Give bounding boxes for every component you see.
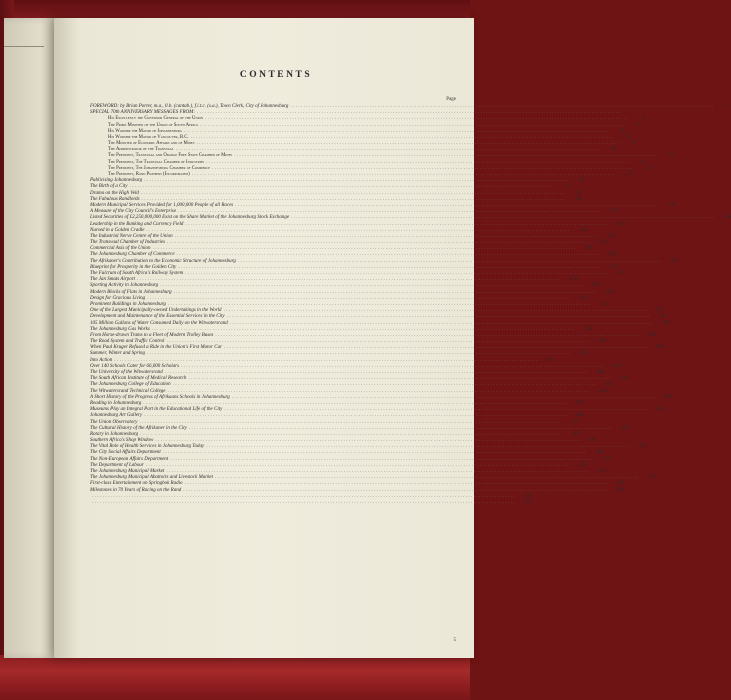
- toc-entry-page: 485: [572, 431, 581, 437]
- toc-entry-title: Johannesburg Art Gallery: [90, 413, 143, 419]
- toc-entry-title: Prominent Buildings in Johannesburg: [90, 301, 166, 307]
- toc-entry-title: The Minister of Economic Affairs and of Mines: [108, 141, 195, 147]
- toc-entry-page: 21: [669, 153, 675, 159]
- toc-entry-title: Modern Blocks of Flats in Johannesburg: [90, 289, 172, 295]
- toc-entry-title: The Johannesburg Gas Works: [90, 326, 150, 332]
- toc-entry-title: The Birth of a City: [90, 184, 128, 190]
- toc-entry-title: From Horse-drawn Trams to a Fleet of Modern Trolley Buses: [90, 332, 214, 338]
- toc-entry-page: 226: [609, 252, 617, 258]
- toc-entry-title: The Road System and Traffic Control: [90, 339, 165, 345]
- toc-entry-title: Rotary in Johannesburg: [90, 431, 139, 437]
- toc-entry-title: 105 Million Gallons of Water Consumed Daily on the Witwatersrand: [90, 320, 228, 326]
- toc-entry-page: 407: [546, 357, 555, 363]
- toc-entry-page: 317: [656, 308, 664, 314]
- toc-entry-title: A Measure of the City Council's Enterprise: [90, 209, 177, 215]
- toc-entry-page: 540: [615, 487, 624, 493]
- toc-entry-page: 513: [602, 456, 611, 462]
- toc-entry-page: 28: [579, 178, 585, 184]
- toc-entry-title: The President, The Transvaal Chamber of Industries: [108, 159, 205, 165]
- toc-entry-title: SPECIAL 70th ANNIVERSARY MESSAGES FROM:: [90, 110, 195, 116]
- toc-entry-title: The Administrator of the Transvaal: [108, 147, 174, 153]
- page-folio-number: 5: [453, 638, 456, 643]
- toc-entry-page: 430: [620, 376, 629, 382]
- toc-entry-title: First-class Entertainment on Springbok Radio: [90, 481, 183, 487]
- toc-entry-page: 170: [578, 227, 587, 233]
- toc-entry-page: 499: [587, 438, 596, 444]
- toc-entry-title: The Cultural History of the Afrikaner in the City: [90, 425, 187, 431]
- toc-entry-page: 31: [564, 184, 570, 190]
- toc-entry-page: 17: [631, 141, 637, 147]
- toc-entry-page: 15: [625, 134, 631, 140]
- toc-entry-title: Museums Play an Integral Part in the Educational Life of the City: [90, 407, 223, 413]
- toc-entry-page: 418: [613, 363, 622, 369]
- toc-entry-page: 403: [656, 345, 665, 351]
- toc-entry-title: Summer, Winter and Spring: [90, 351, 145, 357]
- toc-entry-title: The University of the Witwatersrand: [90, 370, 163, 376]
- toc-entry-page: 274: [569, 277, 578, 283]
- toc-entry-title: His Excellency the Governor General of the Union: [108, 116, 204, 122]
- toc-entry-page: 13: [618, 128, 624, 134]
- toc-entry-page: 435: [605, 382, 613, 388]
- toc-entry-title: The Department of Labour: [90, 462, 144, 468]
- toc-entry-title: Listed Securities of £2,250,000,000 Exist on the Share Market of the Johannesburg Stock Exchange: [90, 215, 290, 221]
- toc-entry-title: The President, Transvaal and Orange Free State Chamber of Mines: [108, 153, 233, 159]
- contents-page: [54, 18, 731, 658]
- toc-entry-title: Design for Gracious Living: [90, 295, 146, 301]
- toc-entry-page: 471: [572, 419, 580, 425]
- toc-entry-page: 23: [641, 159, 647, 165]
- toc-entry-title: The Vital Role of Health Services in Johannesburg Today: [90, 444, 205, 450]
- background-cloth-bottom: [0, 655, 470, 700]
- previous-page-rule: [4, 46, 44, 47]
- toc-entry-title: Milestones in 70 Years of Racing on the Rand: [90, 487, 182, 493]
- toc-entry-page: 195: [599, 240, 608, 246]
- toc-entry-title: Commercial Axis of the Union: [90, 246, 151, 252]
- page-text-area: [90, 18, 731, 658]
- toc-entry-title: The Johannesburg Municipal Market: [90, 469, 165, 475]
- toc-entry-title: Into Action: [90, 357, 113, 363]
- toc-entry-title: The Johannesburg Municipal Abattoirs and Livestock Market: [90, 475, 214, 481]
- toc-entry-page: 178: [607, 233, 615, 239]
- toc-entry-title: A Short History of the Progress of Afrikaans Schools in Johannesburg: [90, 394, 230, 400]
- toc-entry-page: 257: [610, 264, 619, 270]
- toc-entry-title: The Johannesburg College of Education: [90, 382, 171, 388]
- toc-entry-page: 405: [579, 351, 587, 357]
- toc-entry-page: 503: [638, 444, 647, 450]
- toc-entry-title: The President, The Johannesburg Chamber of Commerce: [108, 165, 211, 171]
- toc-entry-title: The Prime Minister of the Union of South Africa: [108, 122, 198, 128]
- toc-entry-page: 167: [617, 221, 626, 227]
- toc-entry-title: Southern Africa's Shop Window: [90, 438, 154, 444]
- toc-entry-page: 370: [647, 332, 656, 338]
- toc-entry-title: The Witwatersrand Technical College: [90, 388, 166, 394]
- toc-entry-title: Drama on the High Veld: [90, 190, 139, 196]
- toc-entry-title: Sporting Activity in Johannesburg: [90, 283, 159, 289]
- toc-entry-page: 354: [584, 326, 592, 332]
- toc-entry-title: The Jan Smuts Airport: [90, 277, 136, 283]
- toc-entry-title: Over 140 Schools Cater for 66,000 Scholars: [90, 363, 180, 369]
- toc-entry-page: 542: [524, 493, 532, 499]
- toc-entry-title: His Worship the Mayor of Vancouver, B.C.: [108, 134, 189, 140]
- toc-entry-title: The South African Institute of Medical Research: [90, 376, 187, 382]
- page-column-header: Page: [446, 97, 456, 102]
- page-title: CONTENTS: [239, 70, 313, 80]
- toc-entry-title: Publicising Johannesburg: [90, 178, 143, 184]
- toc-entry-page: 163: [723, 215, 731, 221]
- toc-entry-page: 25: [647, 165, 653, 171]
- toc-entry-page: 339: [662, 320, 670, 326]
- toc-entry-page: 267: [617, 271, 626, 277]
- toc-entry-title: His Worship the Mayor of Johannesburg: [108, 128, 182, 134]
- toc-entry-title: Leadership in the Banking and Currency Field: [90, 221, 184, 227]
- toc-entry-page: 447: [575, 400, 584, 406]
- toc-entry-title: Nursed in a Golden Cradle: [90, 227, 145, 233]
- toc-entry-page: 441: [600, 388, 608, 394]
- toc-entry-title: Reading in Johannesburg: [90, 400, 142, 406]
- toc-entry-title: The Fabulous Randlords: [90, 196, 140, 202]
- toc-entry-page: 445: [664, 394, 672, 400]
- toc-entry-page: 533: [647, 475, 656, 481]
- toc-entry-page: 479: [621, 425, 629, 431]
- toc-entry-page: 428: [597, 370, 605, 376]
- toc-entry-title: The President, Rand Pioneers (Incorporated): [108, 172, 190, 178]
- toc-entry-page: 305: [579, 295, 588, 301]
- toc-entry-title: The Transvaal Chamber of Industries: [90, 240, 166, 246]
- toc-entry-title: Blueprint for Prosperity in the Golden City: [90, 264, 177, 270]
- toc-entry-page: 82: [576, 196, 582, 202]
- toc-list: [90, 103, 731, 506]
- toc-entry: [90, 499, 532, 506]
- toc-entry-page: 3: [727, 103, 731, 109]
- toc-entry-page: 201: [585, 246, 593, 252]
- toc-entry-page: 19: [610, 147, 616, 153]
- toc-entry-page: 27: [626, 172, 632, 178]
- toc-entry-page: 11: [635, 122, 640, 128]
- toc-entry-title: The Industrial Nerve Centre of the Union: [90, 233, 173, 239]
- toc-entry-page: 147: [610, 209, 619, 215]
- toc-entry-title: Modern Municipal Services Provided for 1,000,000 People of all Races: [90, 202, 234, 208]
- toc-entry-page: 321: [659, 314, 667, 320]
- toc-leader-dots: [90, 500, 518, 506]
- toc-entry-page: 525: [598, 469, 607, 475]
- toc-entry-title: The Union Observatory: [90, 419, 138, 425]
- toc-entry-page: 465: [576, 413, 585, 419]
- toc-entry-page: 291: [592, 283, 601, 289]
- toc-entry-title: The Fulcrum of South Africa's Railway System: [90, 271, 184, 277]
- toc-entry-title: One of the Largest Municipally-owned Undertakings in the World: [90, 308, 222, 314]
- toc-entry-page: 9: [642, 116, 646, 122]
- toc-entry-title: When Paul Kruger Refused a Ride in the Union's First Motor Car: [90, 345, 223, 351]
- toc-entry-page: 299: [606, 289, 614, 295]
- toc-entry-page: 519: [578, 462, 586, 468]
- toc-entry-title: The City Social Affairs Department: [90, 450, 161, 456]
- toc-entry-title: The Non-European Affairs Department: [90, 456, 169, 462]
- toc-entry-title: FOREWORD: by Brian Porter, m.a., ll.b. (cantab.), f.i.t.c. (s.a.), Town Clerk, City of Johannesburg: [90, 103, 289, 109]
- toc-entry-page: 311: [600, 301, 608, 307]
- toc-entry-page: 508: [595, 450, 603, 456]
- toc-entry-page: 450: [656, 407, 665, 413]
- toc-entry-page: 551: [524, 499, 532, 505]
- toc-entry-page: 233: [670, 258, 678, 264]
- toc-entry-title: Development and Maintenance of the Essential Services in the City: [90, 314, 225, 320]
- toc-entry-page: 130: [667, 202, 676, 208]
- toc-entry-page: 387: [598, 339, 607, 345]
- toc-entry-page: 536: [617, 481, 625, 487]
- toc-entry-page: 34: [575, 190, 581, 196]
- toc-entry-title: The Johannesburg Chamber of Commerce: [90, 252, 175, 258]
- toc-entry-title: The Afrikaner's Contribution to the Economic Structure of Johannesburg: [90, 258, 236, 264]
